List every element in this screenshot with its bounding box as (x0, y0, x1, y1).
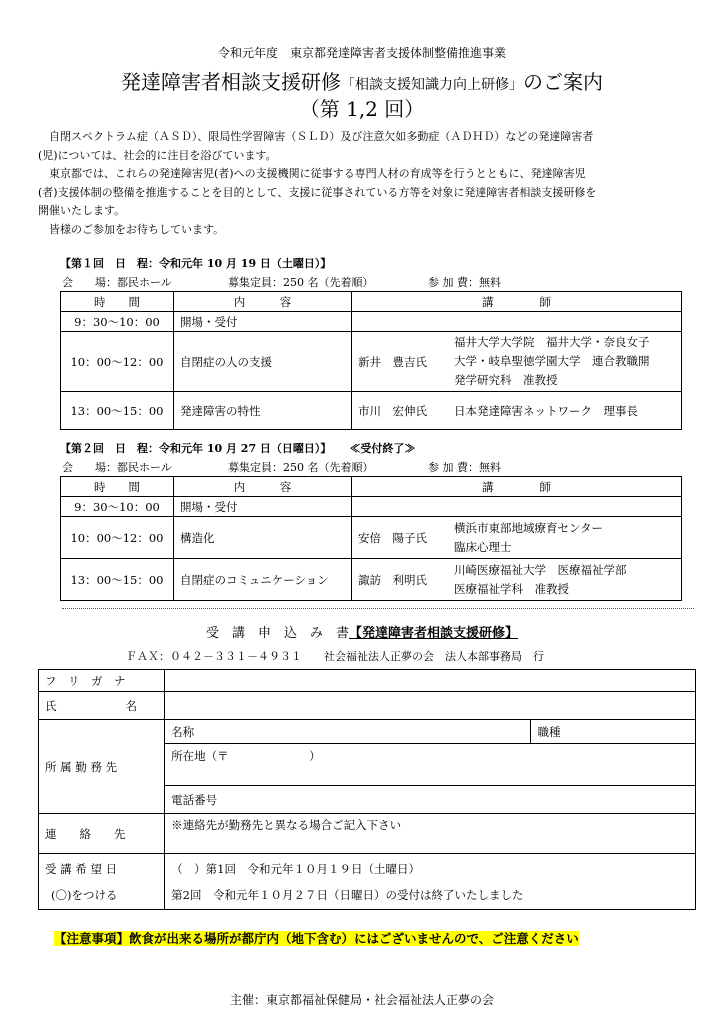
lecturer-affiliation: 日本発達障害ネットワーク 理事長 (448, 392, 682, 430)
notice-text: 【注意事項】飲食が出来る場所が都庁内（地下含む）にはございませんので、ご注意ください (54, 931, 579, 946)
wish-options (165, 854, 696, 910)
table-row (61, 517, 682, 559)
lecturer-name: 安倍 陽子氏 (352, 517, 449, 559)
session2-heading: 【第２回 日 程：令和元年 10 月 27 日（日曜日）】 (60, 442, 332, 455)
intro-p2b: (者)支援体制の整備を推進することを目的として、支援に従事されている方等を対象に発達障害者相談支援研修を (38, 185, 597, 199)
col-content: 内 容 (174, 477, 352, 497)
label-furigana: フ リ ガ ナ (39, 670, 165, 692)
row-lecturer (352, 312, 682, 332)
row-content: 開場・受付 (174, 312, 352, 332)
table-row (61, 559, 682, 601)
lecturer-affiliation (448, 332, 682, 392)
footer-organizer: 主催：東京都福祉保健局・社会福祉法人正夢の会 (229, 993, 494, 1007)
contact-note: ※連絡先が勤務先と異なる場合ご記入下さい (171, 818, 402, 832)
org-name-field[interactable] (165, 720, 531, 744)
fax-line: ＦＡＸ：０４２－３３１－４９３１ 社会福祉法人正夢の会 法人本部事務局 行 (126, 650, 544, 663)
session2-closed-badge: ≪受付終了≫ (349, 442, 416, 455)
col-lecturer: 講 師 (352, 292, 682, 312)
session2-fee: 参 加 費：無料 (428, 461, 501, 474)
row-content: 開場・受付 (174, 497, 352, 517)
title-end: のご案内 (523, 70, 603, 94)
phone-field[interactable] (165, 786, 696, 814)
row-time: 10：00～12：00 (61, 517, 174, 559)
session1-venue: 会 場：都民ホール (62, 276, 172, 289)
row-time: 9：30～10：00 (61, 312, 174, 332)
wish-label-line2: (〇)をつける (51, 887, 118, 902)
affiliation-line: 川崎医療福祉大学 医療福祉学部 (454, 562, 627, 577)
col-lecturer: 講 師 (352, 477, 682, 497)
wish-label-line1: 受 講 希 望 日 (45, 861, 118, 876)
row-time: 9：30～10：00 (61, 497, 174, 517)
cut-line (62, 608, 694, 609)
form-title-text: 受 講 申 込 み 書 (205, 626, 349, 641)
col-content: 内 容 (174, 292, 352, 312)
affiliation-line: 横浜市東部地域療育センター (454, 520, 604, 535)
program-subtitle: 令和元年度 東京都発達障害者支援体制整備推進事業 (217, 46, 506, 60)
session1-fee: 参 加 費：無料 (428, 276, 501, 289)
affiliation-line: 大学・岐阜聖徳学園大学 連合教職開 (454, 354, 650, 368)
label-wish (39, 854, 165, 910)
affiliation-line: 臨床心理士 (454, 539, 512, 554)
intro-p1a: 自閉スペクトラム症（ＡＳＤ）、限局性学習障害（ＳＬＤ）及び注意欠如多動症（ＡＤＨＤ）などの発達障害者 (49, 130, 594, 143)
col-time: 時 間 (61, 477, 174, 497)
session2-venue: 会 場：都民ホール (62, 461, 172, 474)
form-title (0, 622, 724, 641)
job-type-field[interactable] (531, 720, 696, 744)
row-content: 自閉症のコミュニケーション (174, 559, 352, 601)
session2-heading-row (60, 440, 415, 456)
intro-text (38, 128, 698, 240)
name-field[interactable] (165, 692, 696, 720)
table-row (61, 312, 682, 332)
intro-p2a: 東京都では、これらの発達障害児(者)への支援機関に従事する専門人材の育成等を行うとともに、発達障害児 (49, 167, 586, 181)
row-content: 自閉症の人の支援 (174, 332, 352, 392)
affiliation-line: 医療福祉学科 准教授 (454, 581, 569, 596)
page-title (0, 66, 724, 95)
lecturer-affiliation (448, 517, 682, 559)
affiliation-line: 発学研究科 准教授 (454, 373, 558, 387)
intro-p3: 皆様のご参加をお待ちしています。 (49, 222, 225, 236)
org-name-label: 名称 (171, 724, 195, 739)
title-line2: （第 1,2 回） (299, 97, 425, 121)
job-type-label: 職種 (537, 724, 561, 739)
label-workplace: 所 属 勤 務 先 (39, 720, 165, 814)
lecturer-name: 諏訪 利明氏 (352, 559, 449, 601)
table-row (61, 332, 682, 392)
lecturer-name: 市川 宏伸氏 (352, 392, 449, 430)
row-time: 10：00～12：00 (61, 332, 174, 392)
row-content: 構造化 (174, 517, 352, 559)
title-main: 発達障害者相談支援研修 (121, 70, 341, 94)
row-lecturer (352, 497, 682, 517)
address-field[interactable] (165, 744, 696, 786)
session1-table (60, 291, 682, 430)
session2-capacity: 募集定員：250 名（先着順） (228, 461, 374, 474)
row-content: 発達障害の特性 (174, 392, 352, 430)
intro-p2c: 開催いたします。 (38, 204, 126, 218)
address-label: 所在地（〒 ） (171, 749, 321, 763)
intro-p1b: (児)については、社会的に注目を浴びています。 (38, 148, 277, 162)
application-form (38, 669, 696, 910)
notice-banner (54, 929, 579, 947)
table-row (61, 392, 682, 430)
session1-capacity: 募集定員：250 名（先着順） (228, 276, 374, 289)
option-session1[interactable]: （ ）第1回 令和元年１０月１９日（土曜日） (171, 861, 420, 876)
option-session2: 第2回 令和元年１０月２７日（日曜日）の受付は終了いたしました (171, 887, 524, 902)
contact-field[interactable] (165, 814, 696, 854)
session2-table (60, 476, 682, 601)
label-contact: 連 絡 先 (39, 814, 165, 854)
label-name: 氏 名 (39, 692, 165, 720)
session1-heading: 【第１回 日 程：令和元年 10 月 19 日（土曜日）】 (60, 257, 332, 270)
row-time: 13：00～15：00 (61, 559, 174, 601)
affiliation-line: 福井大学大学院 福井大学・奈良女子 (454, 335, 650, 349)
phone-label: 電話番号 (171, 792, 218, 807)
col-time: 時 間 (61, 292, 174, 312)
table-row (61, 497, 682, 517)
row-time: 13：00～15：00 (61, 392, 174, 430)
furigana-field[interactable] (165, 670, 696, 692)
lecturer-affiliation (448, 559, 682, 601)
title-sub: 「相談支援知識力向上研修」 (341, 77, 523, 93)
lecturer-name: 新井 豊吉氏 (352, 332, 449, 392)
form-title-bracket: 【発達障害者相談支援研修】 (349, 626, 519, 641)
